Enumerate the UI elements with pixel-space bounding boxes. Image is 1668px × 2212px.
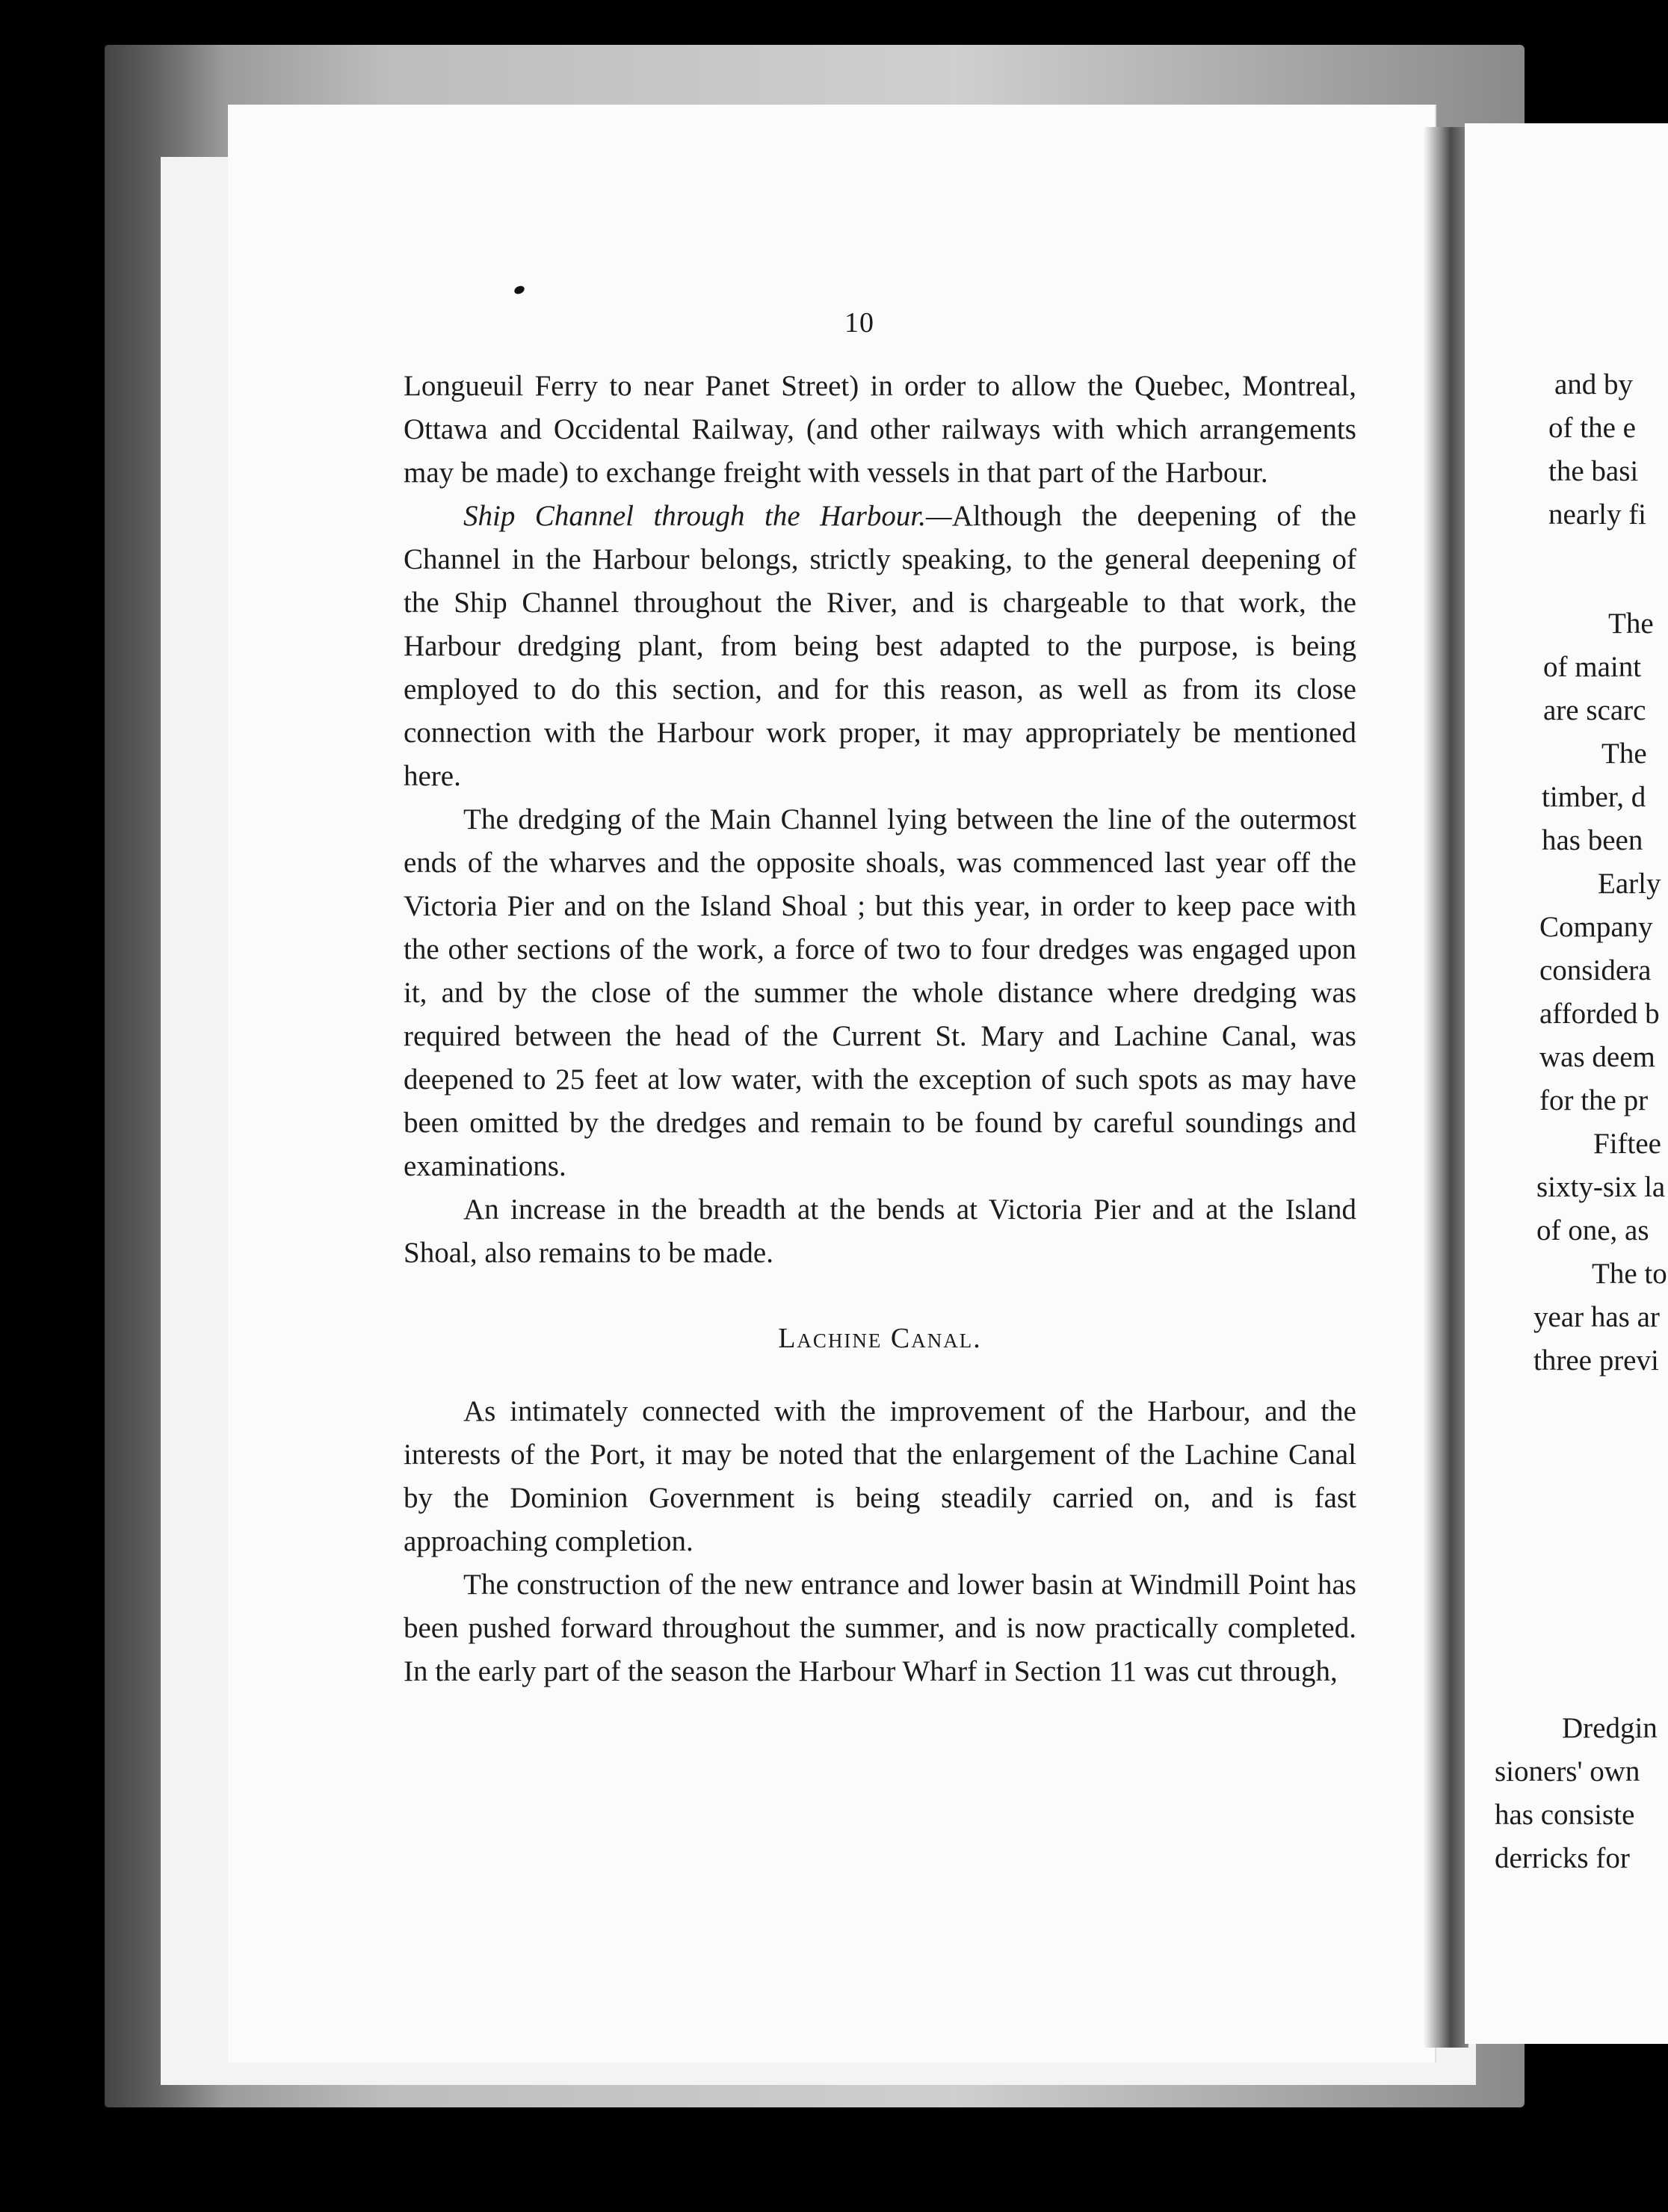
right-page-line: The to	[1592, 1258, 1667, 1290]
right-page-line: three previ	[1533, 1344, 1659, 1377]
right-page-line: derricks for	[1495, 1842, 1630, 1874]
right-page-line: for the pr	[1539, 1084, 1649, 1116]
right-page-line: of one, as	[1536, 1214, 1649, 1246]
right-page-line: afforded b	[1539, 998, 1660, 1030]
right-page-line: considera	[1539, 954, 1652, 986]
right-page-line: The	[1608, 608, 1654, 640]
right-page-line: are scarc	[1543, 694, 1646, 726]
right-page-line: was deem	[1539, 1041, 1655, 1073]
right-page-line: Company	[1539, 911, 1653, 943]
right-page-line: of maint	[1543, 651, 1642, 683]
right-page-line: The	[1601, 738, 1647, 770]
right-page-line: Fiftee	[1593, 1128, 1661, 1160]
right-page-line: sixty-six la	[1536, 1171, 1666, 1203]
italic-heading: Ship Channel through the Harbour.—	[463, 500, 952, 532]
book-gutter	[1424, 127, 1468, 2048]
paragraph-6: The construction of the new entrance and lower basin at Windmill Point has been pushed forward throughout the summer, and is now practically completed. In the early part of the season the Harbour Wharf in Section 11 was cut through,	[404, 1569, 1356, 1687]
section-heading: Lachine Canal.	[778, 1323, 982, 1354]
page-body	[404, 365, 1356, 1693]
paragraph-2	[404, 495, 1356, 798]
paragraph-4: An increase in the breadth at the bends at Victoria Pier and at the Island Shoal, also remains to be made.	[404, 1193, 1356, 1269]
right-page-line: timber, d	[1542, 781, 1646, 813]
paragraph-5: As intimately connected with the improvement of the Harbour, and the interests of the Port, it may be noted that the enlargement of the Lachine Canal by the Dominion Government is being steadily carried on, and is fast approaching completion.	[404, 1395, 1356, 1557]
right-page-line: and by	[1554, 368, 1634, 401]
right-page-line: of the e	[1548, 412, 1636, 444]
right-page-line: Dredgin	[1562, 1712, 1658, 1744]
right-page-line: has been	[1542, 824, 1643, 856]
right-page-line: the basi	[1548, 455, 1639, 487]
paragraph-3: The dredging of the Main Channel lying between the line of the outermost ends of the wharves and the opposite shoals, was commenced last year off the Victoria Pier and on the Island Shoal ; but this year, in order to keep pace with the other sections of the work, a force of two to four dredges was engaged upon it, and by the close of the summer the whole distance where dredging was required between the head of the Current St. Mary and Lachine Canal, was deepened to 25 feet at low water, with the exception of such spots as may have been omitted by the dredges and remain to be found by careful soundings and examinations.	[404, 803, 1356, 1182]
right-page-line: has consiste	[1495, 1799, 1635, 1831]
paragraph-2-text: Although the deepening of the Channel in the Harbour belongs, strictly speaking, to the general deepening of the Ship Channel throughout the River, and is chargeable to that work, the Harbour dredging plant, from being best adapted to the purpose, is being employed to do this section, and for this reason, as well as from its close connection with the Harbour work proper, it may appropriately be mentioned here.	[404, 500, 1356, 792]
right-page-line: Early	[1598, 868, 1661, 900]
right-page-line: sioners' own	[1495, 1755, 1640, 1788]
paragraph-1: Longueuil Ferry to near Panet Street) in order to allow the Quebec, Montreal, Ottawa and Occidental Railway, (and other railways with which arrangements may be made) to exchange freight with vessels in that part of the Harbour.	[404, 370, 1356, 489]
right-page-line: nearly fi	[1548, 498, 1647, 531]
right-page-line: year has ar	[1533, 1301, 1660, 1333]
right-page	[1465, 123, 1668, 2044]
page-number: 10	[844, 307, 874, 339]
